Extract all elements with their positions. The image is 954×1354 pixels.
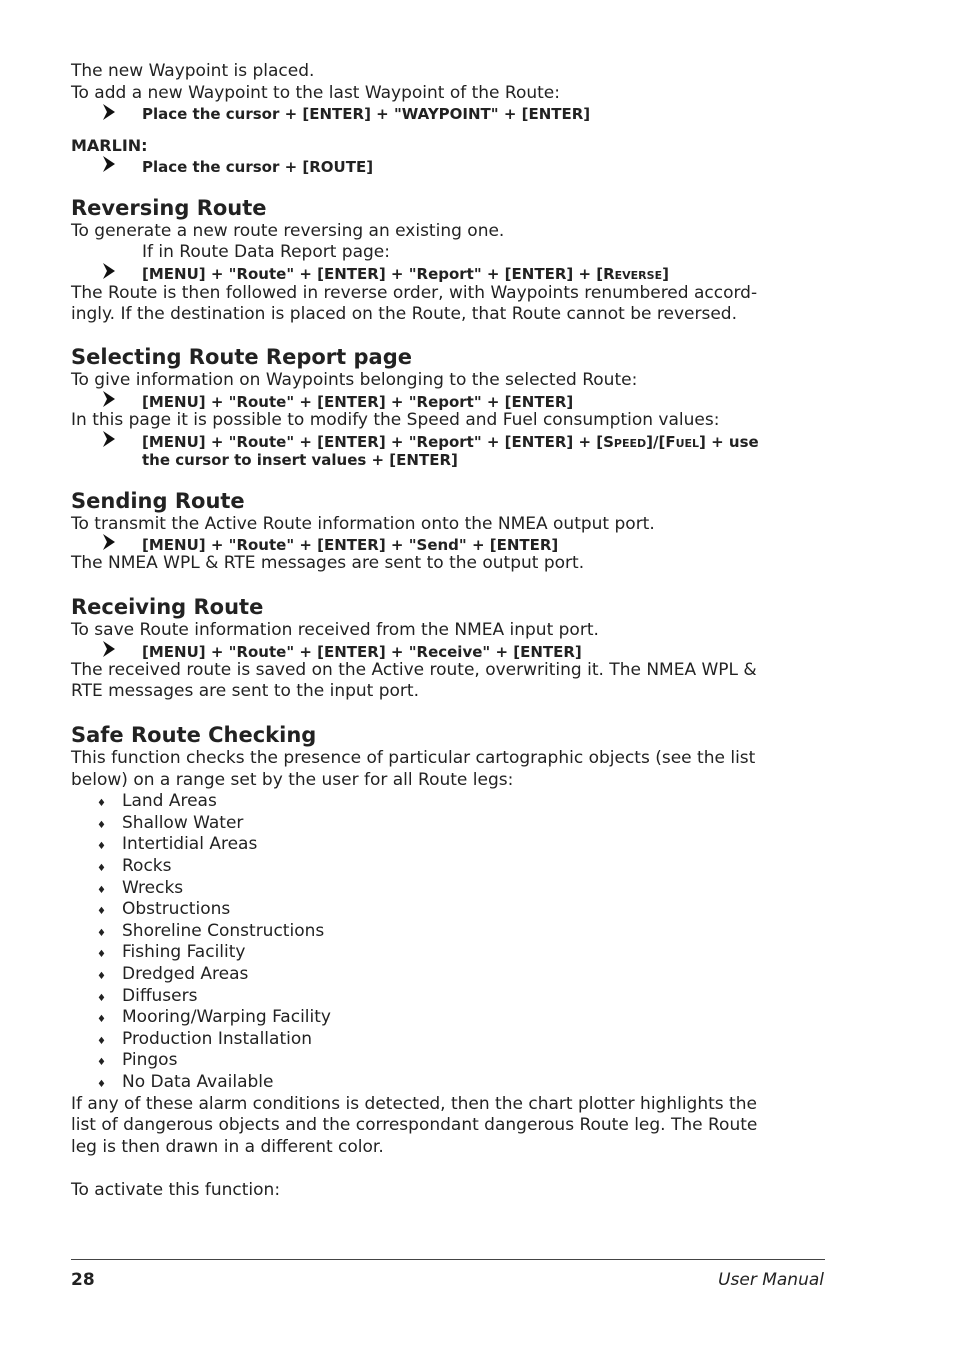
- arrow-bullet-icon: [101, 155, 119, 173]
- body-text: If any of these alarm conditions is detected, then the chart plotter highlights the: [71, 1094, 757, 1114]
- command-text: [MENU] + "Route" + [ENTER] + "Report" + [ENTER] + [SPEED]/[FUEL] + use: [142, 433, 759, 451]
- command-text: [MENU] + "Route" + [ENTER] + "Report" + [ENTER] + [REVERSE]: [142, 265, 669, 283]
- diamond-bullet-icon: ♦: [97, 885, 106, 896]
- list-item: Rocks: [122, 856, 172, 876]
- body-text: The Route is then followed in reverse order, with Waypoints renumbered accord-: [71, 283, 758, 303]
- diamond-bullet-icon: ♦: [97, 1036, 106, 1047]
- arrow-bullet-icon: [101, 533, 119, 551]
- page-number: 28: [71, 1270, 95, 1290]
- diamond-bullet-icon: ♦: [97, 1057, 106, 1068]
- command-text: [MENU] + "Route" + [ENTER] + "Send" + [ENTER]: [142, 536, 559, 554]
- body-text: RTE messages are sent to the input port.: [71, 681, 419, 701]
- section-heading: Selecting Route Report page: [71, 345, 412, 369]
- command-text: [MENU] + "Route" + [ENTER] + "Receive" + [ENTER]: [142, 643, 582, 661]
- list-item: No Data Available: [122, 1072, 274, 1092]
- command-text: Place the cursor + [ROUTE]: [142, 158, 374, 176]
- body-text: To generate a new route reversing an existing one.: [71, 221, 505, 241]
- list-item: Mooring/Warping Facility: [122, 1007, 331, 1027]
- list-item: Dredged Areas: [122, 964, 249, 984]
- marlin-label: MARLIN:: [71, 136, 148, 155]
- section-heading: Receiving Route: [71, 595, 264, 619]
- body-text: The received route is saved on the Active route, overwriting it. The NMEA WPL &: [71, 660, 757, 680]
- command-text: Place the cursor + [ENTER] + "WAYPOINT" + [ENTER]: [142, 105, 591, 123]
- arrow-bullet-icon: [101, 430, 119, 448]
- list-item: Obstructions: [122, 899, 231, 919]
- body-text: To activate this function:: [71, 1180, 281, 1200]
- body-text: In this page it is possible to modify the Speed and Fuel consumption values:: [71, 410, 720, 430]
- arrow-bullet-icon: [101, 103, 119, 121]
- diamond-bullet-icon: ♦: [97, 863, 106, 874]
- diamond-bullet-icon: ♦: [97, 1014, 106, 1025]
- body-text: ingly. If the destination is placed on the Route, that Route cannot be reversed.: [71, 304, 737, 324]
- body-text: To transmit the Active Route information onto the NMEA output port.: [71, 514, 655, 534]
- arrow-bullet-icon: [101, 390, 119, 408]
- diamond-bullet-icon: ♦: [97, 971, 106, 982]
- body-text: This function checks the presence of particular cartographic objects (see the list: [71, 748, 756, 768]
- body-text: list of dangerous objects and the correspondant dangerous Route leg. The Route: [71, 1115, 758, 1135]
- body-text: The new Waypoint is placed.: [71, 61, 315, 81]
- body-text: If in Route Data Report page:: [142, 242, 390, 262]
- diamond-bullet-icon: ♦: [97, 949, 106, 960]
- body-text: To save Route information received from the NMEA input port.: [71, 620, 599, 640]
- section-heading: Sending Route: [71, 489, 245, 513]
- list-item: Pingos: [122, 1050, 178, 1070]
- body-text: below) on a range set by the user for all Route legs:: [71, 770, 514, 790]
- body-text: To add a new Waypoint to the last Waypoint of the Route:: [71, 83, 560, 103]
- body-text: To give information on Waypoints belonging to the selected Route:: [71, 370, 638, 390]
- section-heading: Safe Route Checking: [71, 723, 317, 747]
- footer-title: User Manual: [718, 1270, 824, 1290]
- list-item: Land Areas: [122, 791, 217, 811]
- list-item: Fishing Facility: [122, 942, 246, 962]
- list-item: Wrecks: [122, 878, 184, 898]
- footer-divider: [71, 1259, 825, 1260]
- diamond-bullet-icon: ♦: [97, 1079, 106, 1090]
- command-text: [MENU] + "Route" + [ENTER] + "Report" + [ENTER]: [142, 393, 574, 411]
- list-item: Shallow Water: [122, 813, 244, 833]
- diamond-bullet-icon: ♦: [97, 906, 106, 917]
- diamond-bullet-icon: ♦: [97, 993, 106, 1004]
- list-item: Diffusers: [122, 986, 198, 1006]
- arrow-bullet-icon: [101, 262, 119, 280]
- list-item: Intertidial Areas: [122, 834, 258, 854]
- list-item: Shoreline Constructions: [122, 921, 325, 941]
- body-text: The NMEA WPL & RTE messages are sent to the output port.: [71, 553, 585, 573]
- section-heading: Reversing Route: [71, 196, 267, 220]
- diamond-bullet-icon: ♦: [97, 820, 106, 831]
- diamond-bullet-icon: ♦: [97, 798, 106, 809]
- command-text: the cursor to insert values + [ENTER]: [142, 451, 458, 469]
- body-text: leg is then drawn in a different color.: [71, 1137, 384, 1157]
- diamond-bullet-icon: ♦: [97, 928, 106, 939]
- diamond-bullet-icon: ♦: [97, 841, 106, 852]
- list-item: Production Installation: [122, 1029, 313, 1049]
- arrow-bullet-icon: [101, 640, 119, 658]
